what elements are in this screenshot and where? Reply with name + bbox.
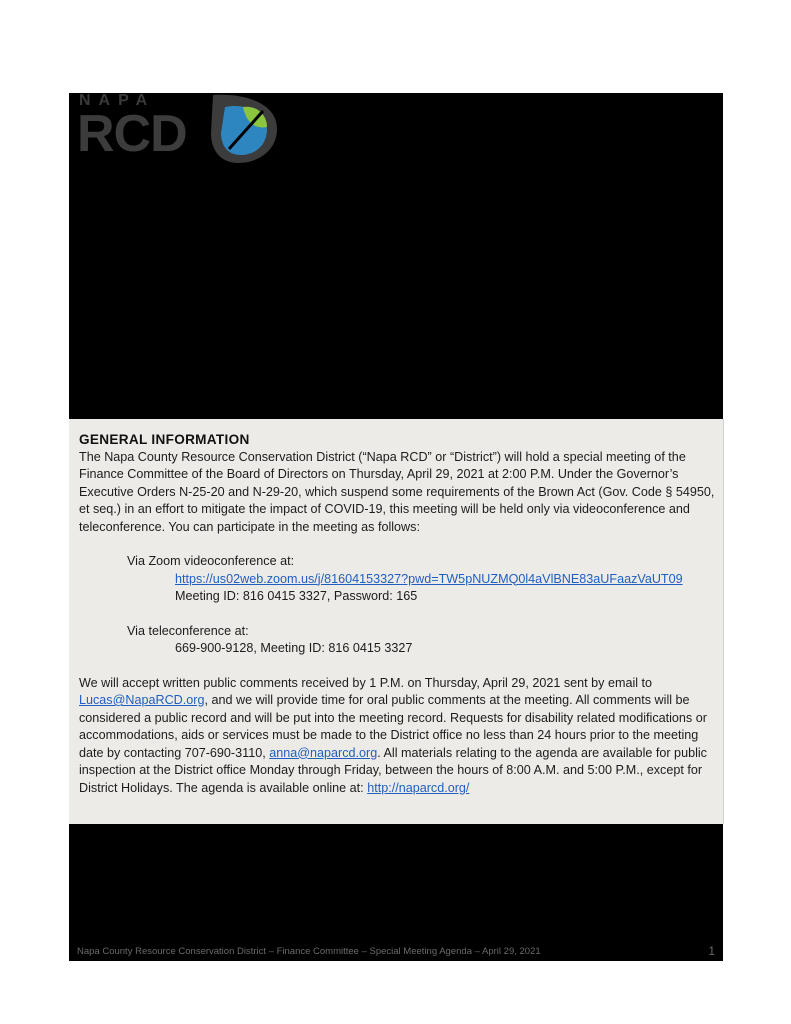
footer-panel	[69, 824, 723, 961]
header-panel	[69, 93, 723, 419]
email-link-lucas[interactable]: Lucas@NapaRCD.org	[79, 693, 205, 707]
email-link-anna[interactable]: anna@naparcd.org	[269, 745, 378, 760]
logo-rcd-text: RCD	[77, 105, 187, 163]
zoom-meeting-id: Meeting ID: 816 0415 3327, Password: 165	[175, 589, 418, 603]
comments-text-1: We will accept written public comments received by 1 P.M. on Thursday, April 29, 2021 sent by email to	[79, 675, 653, 690]
zoom-link[interactable]: https://us02web.zoom.us/j/81604153327?pwd=TW5pNUZMQ0l4aVlBNE83aUFaazVaUT09	[175, 571, 683, 586]
section-heading: GENERAL INFORMATION	[79, 432, 250, 447]
comments-text-2: , and we will provide time for oral public comments at the meeting. All comments will be considered a public record and will be put into the meeting record. Requests for disability related modifications or accommodations, aids or services must be made to the District office no less than 24 hours prior to the meeting date by contacting 707-690-3110,	[79, 693, 707, 760]
general-information-section	[69, 419, 724, 824]
napa-rcd-logo	[75, 93, 275, 165]
logo-napa-text: NAPA	[79, 92, 156, 109]
zoom-label: Via Zoom videoconference at:	[127, 554, 295, 568]
page-number: 1	[708, 944, 715, 958]
teleconference-details: 669-900-9128, Meeting ID: 816 0415 3327	[175, 641, 413, 655]
comments-paragraph	[79, 675, 719, 798]
comments-text-3: . All materials relating to the agenda are available for public inspection at the District office Monday through Friday, between the hours of 8:00 A.M. and 5:00 P.M., except for District Holidays. The agenda is available online at:	[79, 745, 707, 795]
leaf-icon	[205, 93, 281, 165]
teleconference-label: Via teleconference at:	[127, 623, 249, 638]
intro-paragraph: The Napa County Resource Conservation District (“Napa RCD” or “District”) will hold a special meeting of the Finance Committee of the Board of Directors on Thursday, April 29, 2021 at 2:00 P.M. Under the Governor’s Executive Orders N-25-20 and N-29-20, which suspend some requirements of the Brown Act (Gov. Code § 54950, et seq.) in an effort to mitigate the impact of COVID-19, this meeting will be held only via videoconference and teleconference. You can participate in the meeting as follows:	[79, 449, 715, 534]
footer-text: Napa County Resource Conservation District – Finance Committee – Special Meeting Agenda – April 29, 2021	[77, 946, 541, 957]
website-link[interactable]: http://naparcd.org/	[367, 780, 470, 795]
